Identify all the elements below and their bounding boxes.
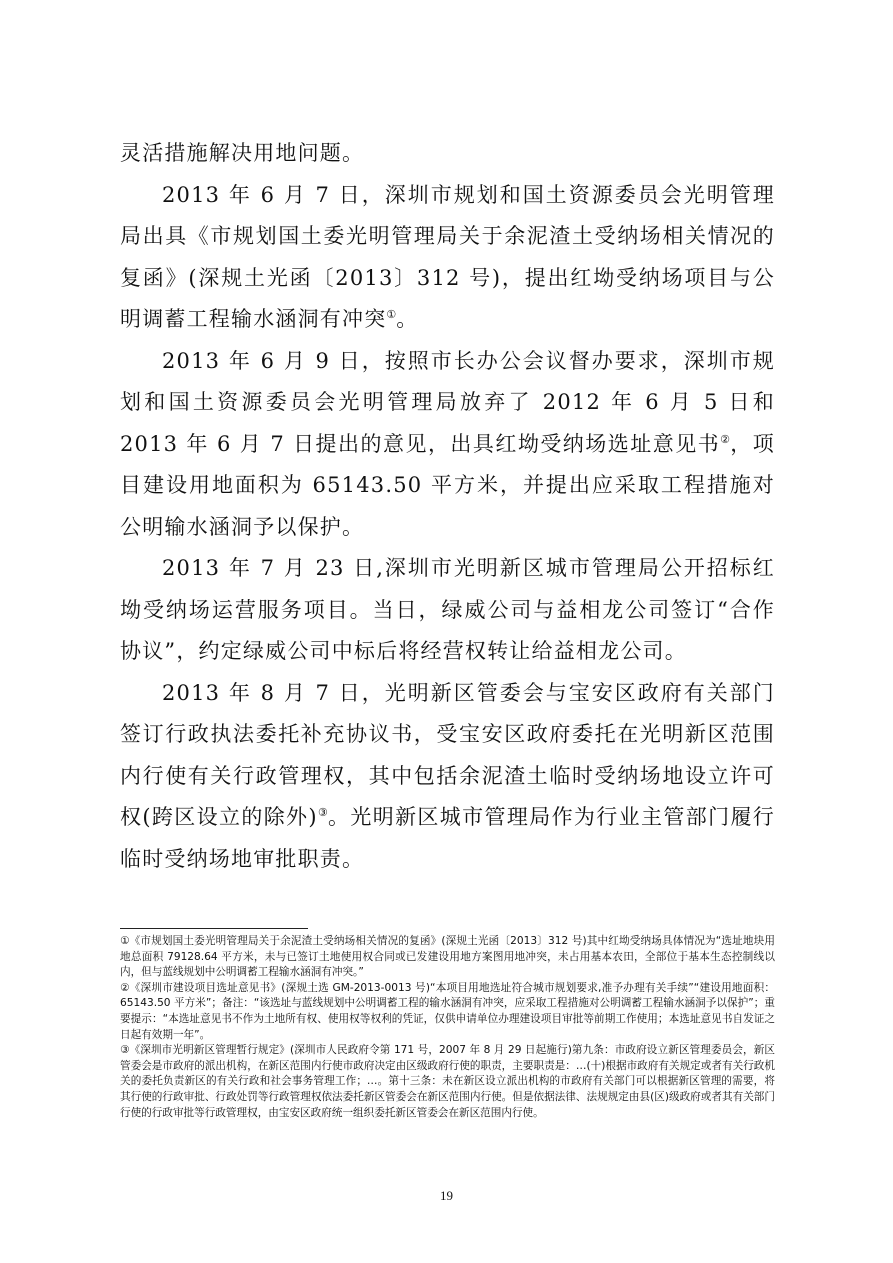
footnote-ref-1: ①: [386, 308, 397, 321]
paragraph-2013-06-09: 2013 年 6 月 9 日，按照市长办公会议督办要求，深圳市规划和国土资源委员会光明管理局放弃了 2012 年 6 月 5 日和 2013 年 6 月 7 日提出的意见，出具红坳受纳场选址意见书②，项目建设用地面积为 65143.50 平方米，并提出应采取工程措施对公明输水涵洞予以保护。: [120, 348, 775, 539]
footnote-2: ②《深圳市建设项目选址意见书》(深规土选 GM-2013-0013 号)“本项目用地选址符合城市规划要求,准予办理有关手续”“建设用地面积：65143.50 平方米”；备注：“该选址与蓝线规划中公明调蓄工程的输水涵洞有冲突，应采取工程措施对公明调蓄工程输水涵洞予以保护”；重要提示：“本选址意见书不作为土地所有权、使用权等权利的凭证，仅供申请单位办理建设项目审批等前期工作使用；本选址意见书自发证之日起有效期一年”。: [120, 981, 775, 1041]
footnote-ref-2: ②: [720, 432, 731, 446]
footnotes: [120, 934, 775, 1121]
footnote-1: ①《市规划国土委光明管理局关于余泥渣土受纳场相关情况的复函》(深规土光函〔2013〕312 号)其中红坳受纳场具体情况为“选址地块用地总面积 79128.64 平方米，未与已签订土地使用权合同或已发建设用地方案图用地冲突，未占用基本农田，全部位于基本生态控制线以内，但与蓝线规划中公明调蓄工程输水涵洞有冲突。”: [120, 935, 775, 979]
footnote-ref-3: ③: [317, 806, 328, 819]
footnote-3: ③《深圳市光明新区管理暂行规定》(深圳市人民政府令第 171 号，2007 年 8 月 29 日起施行)第九条：市政府设立新区管理委员会，新区管委会是市政府的派出机构，在新区范围内行使市政府决定由区级政府行使的职责，主要职责是：…(十)根据市政府有关规定或者有关行政机关的委托负责新区的有关行政和社会事务管理工作；…。第十三条：未在新区设立派出机构的市政府有关部门可以根据新区管理的需要，将其行使的行政审批、行政处罚等行政管理权依法委托新区管委会在新区范围内行使。但是依据法律、法规规定由县(区)级政府或者其有关部门行使的行政审批等行政管理权，由宝安区政府统一组织委托新区管委会在新区范围内行使。: [120, 1044, 775, 1119]
paragraph-2013-06-07: 2013 年 6 月 7 日，深圳市规划和国土资源委员会光明管理局出具《市规划国土委光明管理局关于余泥渣土受纳场相关情况的复函》(深规土光函〔2013〕312 号)，提出红坳受纳场项目与公明调蓄工程输水涵洞有冲突①。: [120, 182, 775, 331]
paragraph-continuation: 灵活措施解决用地问题。: [120, 141, 365, 165]
body-text: [120, 133, 775, 880]
paragraph-2013-07-23: 2013 年 7 月 23 日,深圳市光明新区城市管理局公开招标红坳受纳场运营服务项目。当日，绿威公司与益相龙公司签订“合作协议”，约定绿威公司中标后将经营权转让给益相龙公司。: [120, 556, 775, 663]
paragraph-2013-08-07: 2013 年 8 月 7 日，光明新区管委会与宝安区政府有关部门签订行政执法委托补充协议书，受宝安区政府委托在光明新区范围内行使有关行政管理权，其中包括余泥渣土临时受纳场地设立许可权(跨区设立的除外)③。光明新区城市管理局作为行业主管部门履行临时受纳场地审批职责。: [120, 680, 775, 871]
page-number: 19: [440, 1188, 453, 1203]
footnote-divider: [120, 928, 308, 929]
